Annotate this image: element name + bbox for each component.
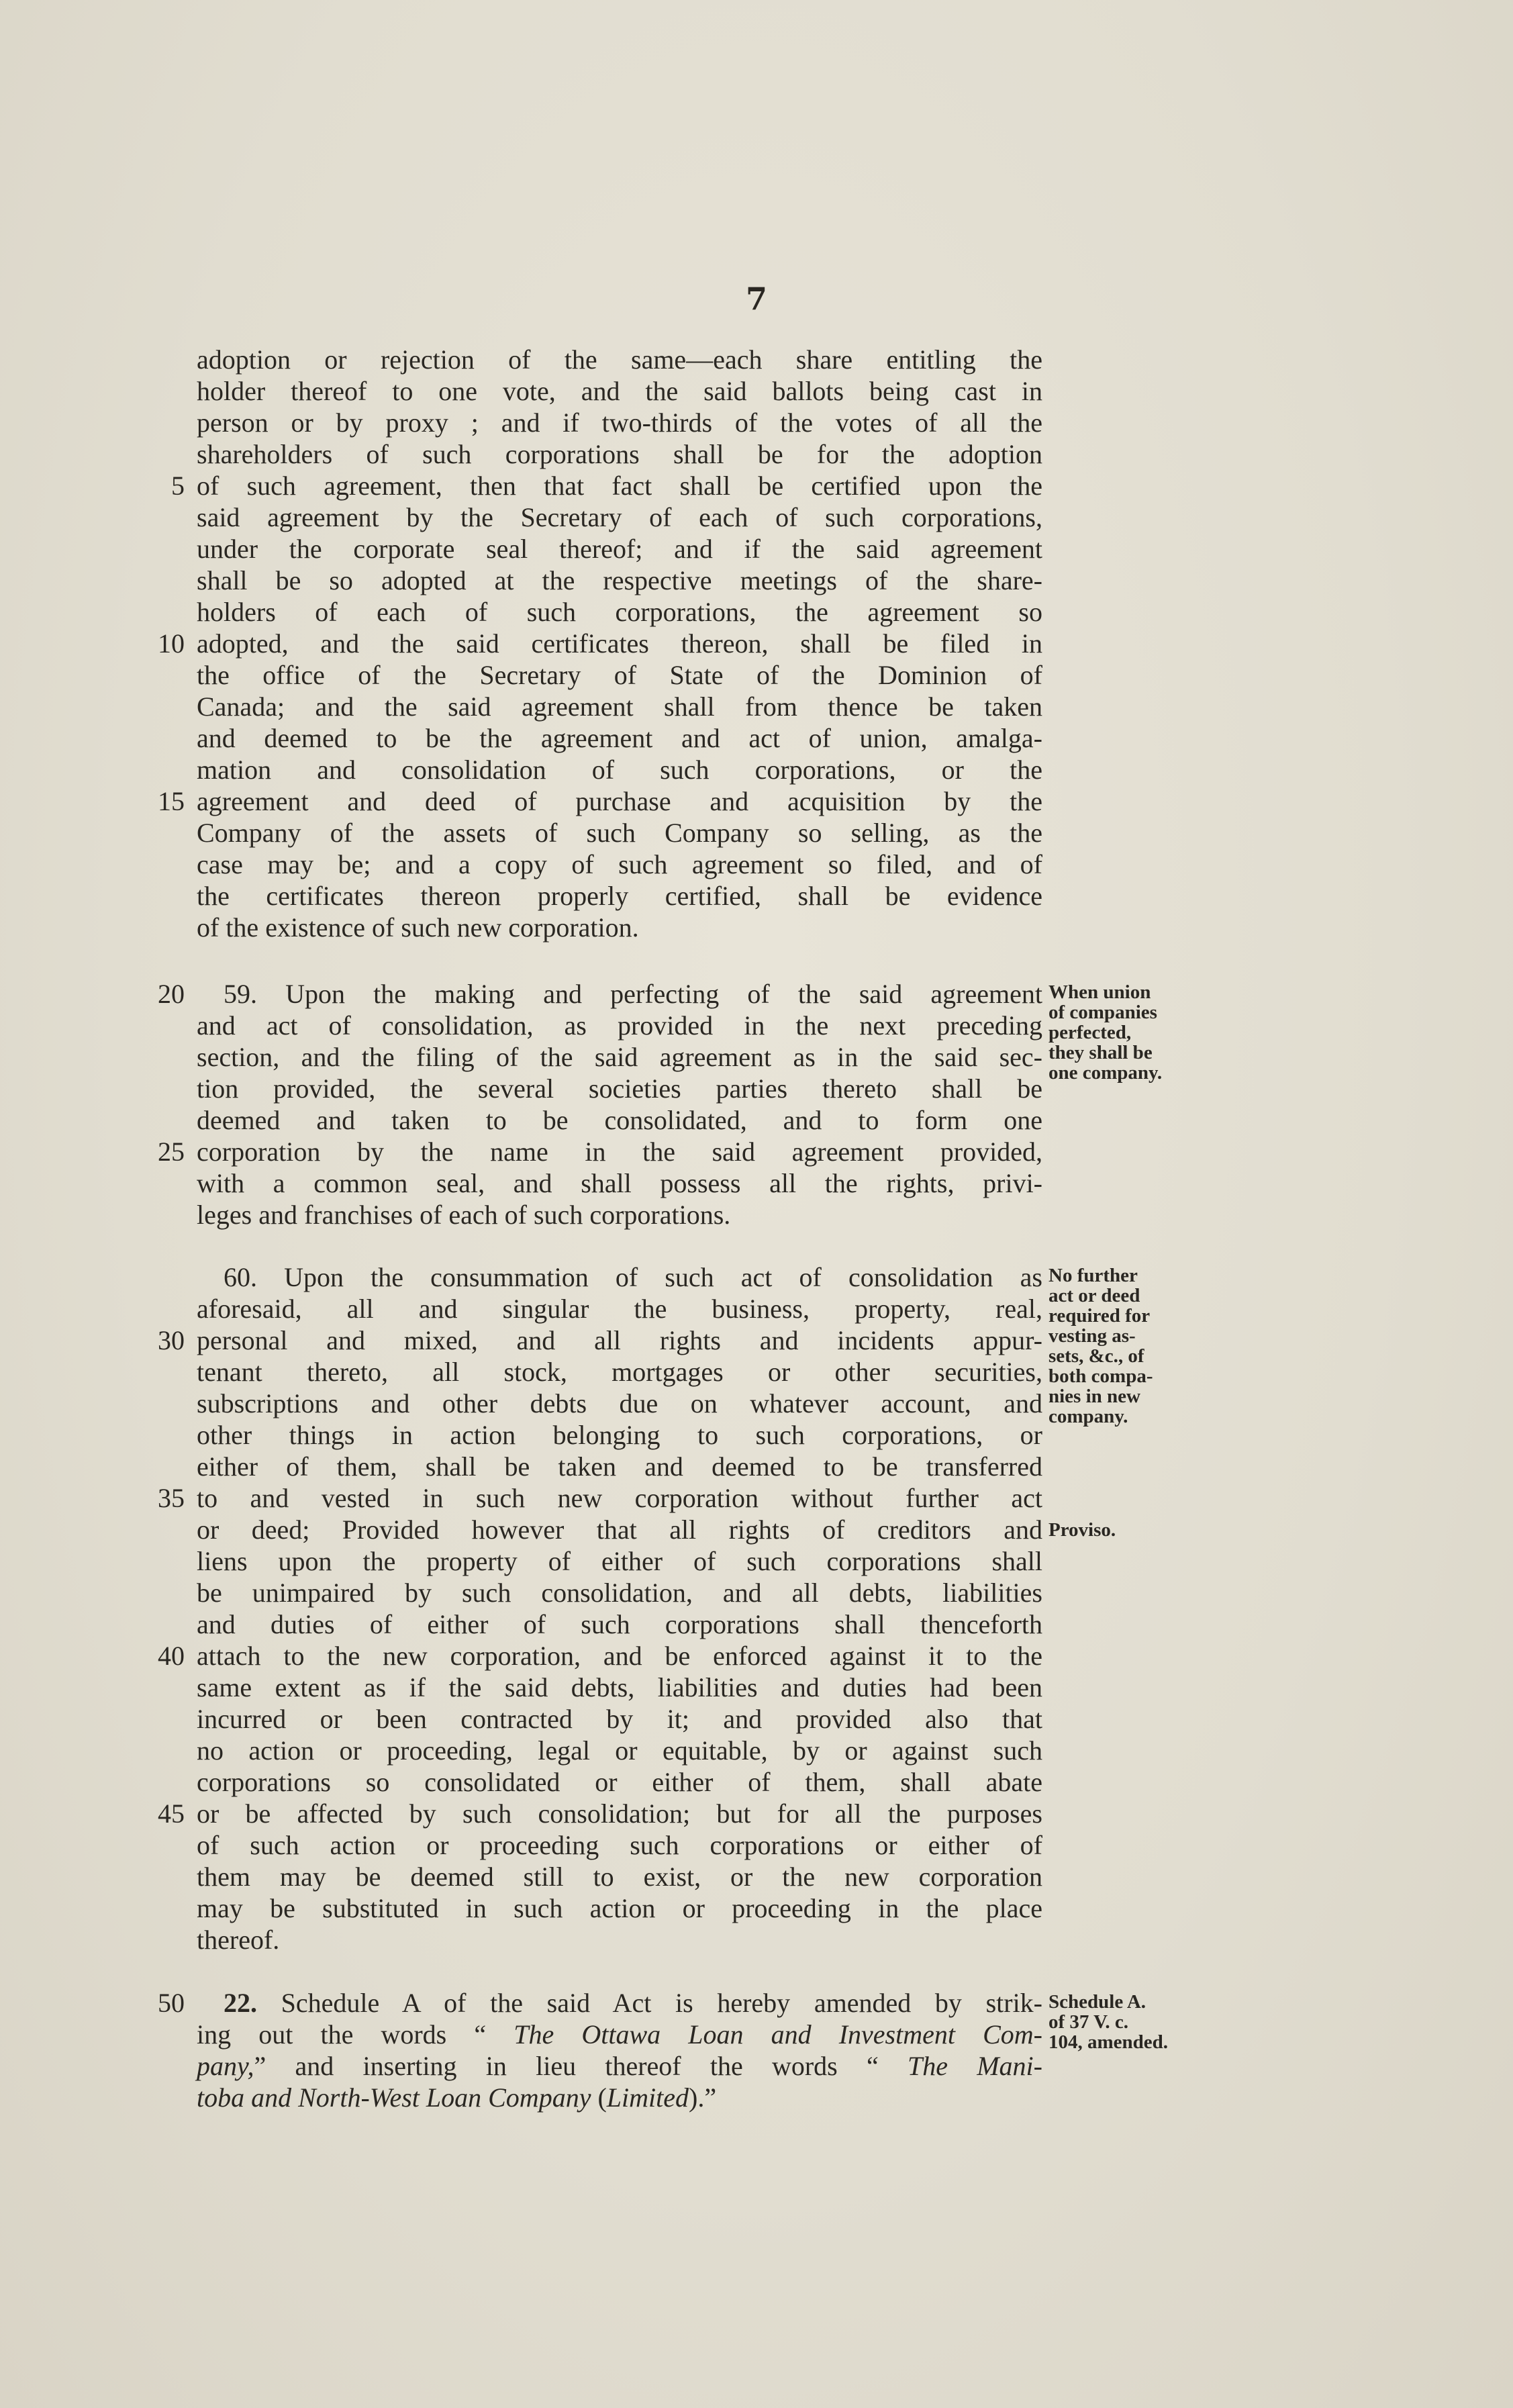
text-line: with a common seal, and shall possess all the rights, privi- [197,1168,1042,1198]
text-line: case may be; and a copy of such agreement so filed, and of [197,849,1042,879]
line-number: 20 [158,979,185,1009]
text-line: same extent as if the said debts, liabilities and duties had been [197,1672,1042,1702]
section-22-line-4 [197,2082,1042,2113]
text-line: holders of each of such corporations, the agreement so [197,597,1042,627]
text-line: 60. Upon the consummation of such act of consolidation as [224,1262,1042,1292]
section-22-italic-name: The Mani- [907,2051,1042,2081]
text-line: person or by proxy ; and if two-thirds of the votes of all the [197,407,1042,438]
text-line: adopted, and the said certificates thereon, shall be filed in [197,628,1042,659]
line-number: 35 [158,1483,185,1513]
line-number: 40 [158,1641,185,1671]
line-number: 30 [158,1325,185,1355]
text-line: attach to the new corporation, and be enforced against it to the [197,1641,1042,1671]
section-22-text: ( [591,2082,607,2113]
section-22-number: 22. [224,1988,257,2018]
line-number: 15 [158,786,185,816]
section-22-italic-name: The Ottawa Loan and Investment Com- [514,2019,1042,2050]
text-line: subscriptions and other debts due on whatever account, and [197,1388,1042,1418]
section-22-italic-name: Limited [606,2082,689,2113]
text-line: shall be so adopted at the respective meetings of the share- [197,565,1042,595]
text-line: or deed; Provided however that all rights of creditors and [197,1514,1042,1545]
section-22-line-1 [224,1987,1042,2019]
text-line: holder thereof to one vote, and the said ballots being cast in [197,376,1042,406]
text-line: agreement and deed of purchase and acquisition by the [197,786,1042,816]
text-line: and deemed to be the agreement and act of union, amalga- [197,723,1042,753]
marginal-note: Schedule A. of 37 V. c. 104, amended. [1048,1991,1169,2053]
text-line: of the existence of such new corporation. [197,912,639,943]
section-22-text: ).” [689,2082,717,2113]
text-line: be unimpaired by such consolidation, and all debts, liabilities [197,1578,1042,1608]
text-line: to and vested in such new corporation without further act [197,1483,1042,1513]
text-line: tion provided, the several societies parties thereto shall be [197,1073,1042,1104]
text-line: liens upon the property of either of such corporations shall [197,1546,1042,1576]
text-line: and act of consolidation, as provided in the next preceding [197,1010,1042,1041]
section-22-italic-name: pany, [197,2051,254,2081]
marginal-note: No further act or deed required for vesting as- sets, &c., of both compa- nies in new company. [1048,1265,1153,1427]
section-22-text: Schedule A of the said Act is hereby amended by strik- [257,1988,1042,2018]
text-line: or be affected by such consolidation; but for all the purposes [197,1798,1042,1829]
text-line: may be substituted in such action or proceeding in the place [197,1893,1042,1923]
marginal-note: Proviso. [1048,1519,1116,1541]
text-line: mation and consolidation of such corporations, or the [197,755,1042,785]
text-line: corporation by the name in the said agreement provided, [197,1137,1042,1167]
text-line: 59. Upon the making and perfecting of the said agreement [224,979,1042,1009]
text-line: tenant thereto, all stock, mortgages or other securities, [197,1357,1042,1387]
text-line: Company of the assets of such Company so selling, as the [197,818,1042,848]
text-line: Canada; and the said agreement shall from thence be taken [197,691,1042,722]
text-line: section, and the filing of the said agreement as in the said sec- [197,1042,1042,1072]
text-line: other things in action belonging to such corporations, or [197,1420,1042,1450]
text-line: the certificates thereon properly certified, shall be evidence [197,881,1042,911]
text-line: shareholders of such corporations shall be for the adoption [197,439,1042,469]
text-line: them may be deemed still to exist, or the new corporation [197,1862,1042,1892]
marginal-note: When union of companies perfected, they shall be one company. [1048,981,1163,1083]
text-line: and duties of either of such corporations shall thenceforth [197,1609,1042,1639]
text-line: adoption or rejection of the same—each share entitling the [197,344,1042,375]
line-number: 5 [171,471,185,501]
section-22-text: ” and inserting in lieu thereof the words “ [254,2051,908,2081]
line-number: 10 [158,628,185,659]
line-number: 45 [158,1798,185,1829]
text-line: thereof. [197,1925,280,1955]
text-line: incurred or been contracted by it; and provided also that [197,1704,1042,1734]
section-22-text: ing out the words “ [197,2019,514,2050]
text-line: either of them, shall be taken and deemed to be transferred [197,1451,1042,1482]
section-22-italic-name: toba and North-West Loan Company [197,2082,591,2113]
line-number: 50 [158,1988,185,2018]
text-line: no action or proceeding, legal or equitable, by or against such [197,1735,1042,1766]
text-line: personal and mixed, and all rights and incidents appur- [197,1325,1042,1355]
text-line: deemed and taken to be consolidated, and to form one [197,1105,1042,1135]
text-line: of such agreement, then that fact shall be certified upon the [197,471,1042,501]
text-line: the office of the Secretary of State of the Dominion of [197,660,1042,690]
page-number: 7 [745,281,767,317]
text-line: under the corporate seal thereof; and if the said agreement [197,534,1042,564]
section-22-line-3 [197,2050,1042,2082]
section-22-line-2 [197,2019,1042,2050]
text-line: corporations so consolidated or either of them, shall abate [197,1767,1042,1797]
text-line: aforesaid, all and singular the business, property, real, [197,1294,1042,1324]
text-line: leges and franchises of each of such corporations. [197,1200,731,1230]
text-line: said agreement by the Secretary of each of such corporations, [197,502,1042,532]
line-number: 25 [158,1137,185,1167]
text-line: of such action or proceeding such corporations or either of [197,1830,1042,1860]
